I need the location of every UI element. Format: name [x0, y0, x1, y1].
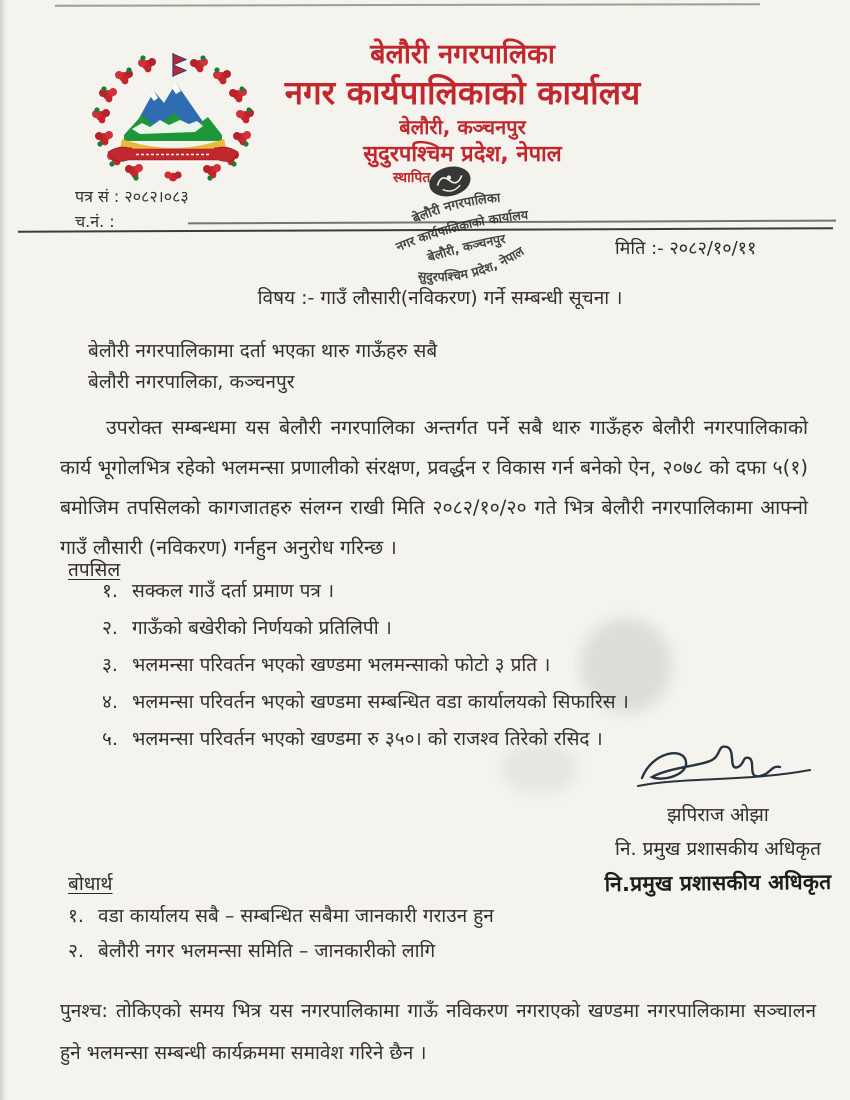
scan-artifact-line — [55, 3, 760, 6]
stamp-line-3: बेलौरी, कञ्चनपुर — [425, 230, 507, 265]
date-value: २०८२/१०/११ — [669, 238, 757, 259]
subject-line: विषय :- गाउँ लौसारी(नविकरण) गर्ने सम्बन्धी सूचना । — [257, 287, 623, 309]
signatory-name: झपिराज ओझा — [667, 804, 769, 826]
date-label: मिति :- — [615, 238, 664, 259]
stamp-line-4: सुदुरपश्चिम प्रदेश, नेपाल — [417, 243, 527, 285]
flag-icon — [173, 53, 186, 77]
item-text: गाऊँको बखेरीको निर्णयको प्रतिलिपी । — [132, 617, 392, 639]
signature-block — [598, 738, 838, 897]
office-place: बेलौरी, कञ्चनपुर — [399, 115, 526, 139]
list-item — [102, 726, 629, 752]
item-number: ५. — [102, 728, 118, 750]
dispatch-number-label: च.नं. : — [75, 212, 115, 231]
item-text: सक्कल गाउँ दर्ता प्रमाण पत्र । — [132, 580, 335, 602]
date-line — [615, 236, 756, 260]
item-number: ३. — [102, 654, 118, 676]
list-item — [102, 652, 629, 678]
designation-stamp: नि.प्रमुख प्रशासकीय अधिकृत — [604, 869, 832, 897]
letter-number-line — [75, 184, 189, 209]
list-item — [68, 938, 494, 964]
tapasil-list — [102, 578, 629, 763]
item-text: भलमन्सा परिवर्तन भएको खण्डमा सम्बन्धित वडा कार्यालयको सिफारिस । — [132, 691, 629, 713]
office-province: सुदुरपश्चिम प्रदेश, नेपाल — [363, 142, 562, 167]
postscript-paragraph: पुनश्च: तोकिएको समय भित्र यस नगरपालिकामा गाऊँ नविकरण नगराएको खण्डमा नगरपालिकामा सञ्चालन हुने भलमन्सा सम्बन्धी कार्यक्रममा समावेश गरिने छैन । — [60, 1000, 816, 1064]
item-number: १. — [68, 905, 84, 927]
reference-block — [75, 184, 189, 234]
municipality-name: बेलौरी नगरपालिका — [370, 39, 555, 70]
letter-number-label: पत्र सं : — [75, 187, 120, 206]
bodhartha-heading: बोधार्थ — [68, 873, 113, 895]
item-number: १. — [102, 580, 118, 602]
item-number: ४. — [102, 691, 118, 713]
handwritten-signature — [618, 738, 818, 800]
tapasil-heading: तपसिल — [68, 559, 121, 581]
scan-edge-shadow — [0, 0, 7, 1100]
addressee-line-1: बेलौरी नगरपालिकामा दर्ता भएका थारु गाऊँहरु सबै — [88, 340, 438, 362]
addressee-block — [88, 336, 437, 398]
letter-number-value: २०८२।०८३ — [124, 187, 189, 206]
list-item — [102, 689, 629, 715]
stamp-line-1: बेलौरी नगरपालिका — [410, 190, 501, 227]
signatory-designation: नि. प्रमुख प्रशासकीय अधिकृत — [615, 838, 821, 860]
item-number: २. — [68, 940, 84, 962]
item-text: भलमन्सा परिवर्तन भएको खण्डमा भलमन्साको फोटो ३ प्रति । — [132, 654, 551, 676]
stamp-line-2: नगर कार्यपालिकाको कार्यालय — [393, 207, 529, 255]
bodhartha-list — [68, 903, 494, 973]
established-label: स्थापित — [393, 170, 431, 186]
addressee-line-2: बेलौरी नगरपालिका, कञ्चनपुर — [88, 371, 295, 393]
item-number: २. — [102, 617, 118, 639]
list-item — [68, 903, 494, 929]
stamp-emblem-icon — [426, 162, 474, 200]
office-name: नगर कार्यपालिकाको कार्यालय — [284, 73, 641, 112]
item-text: वडा कार्यालय सबै – सम्बन्धित सबैमा जानकारी गराउन हुन — [98, 905, 494, 927]
item-text: भलमन्सा परिवर्तन भएको खण्डमा रु ३५०। को राजश्व तिरेको रसिद । — [132, 728, 603, 750]
emblem-landscape — [108, 83, 238, 161]
nepal-government-emblem-icon — [88, 53, 258, 185]
body-paragraph: उपरोक्त सम्बन्धमा यस बेलौरी नगरपालिका अन्तर्गत पर्ने सबै थारु गाऊँहरु बेलौरी नगरपालिकाको कार्य भूगोलभित्र रहेको भलमन्सा प्रणालीको संरक्षण, प्रवर्द्धन र विकास गर्न बनेको ऐन, २०७८ को दफा ५(१) बमोजिम तपसिलको कागजातहरु संलग्न राखी मिति २०८२/१०/२० गते भित्र बेलौरी नगरपालिकामा आफ्नो गाउँ लौसारी (नविकरण) गर्नहुन अनुरोध गरिन्छ । — [60, 416, 808, 559]
list-item — [102, 615, 629, 641]
list-item — [102, 578, 629, 604]
item-text: बेलौरी नगर भलमन्सा समिति – जानकारीको लागि — [98, 940, 436, 962]
